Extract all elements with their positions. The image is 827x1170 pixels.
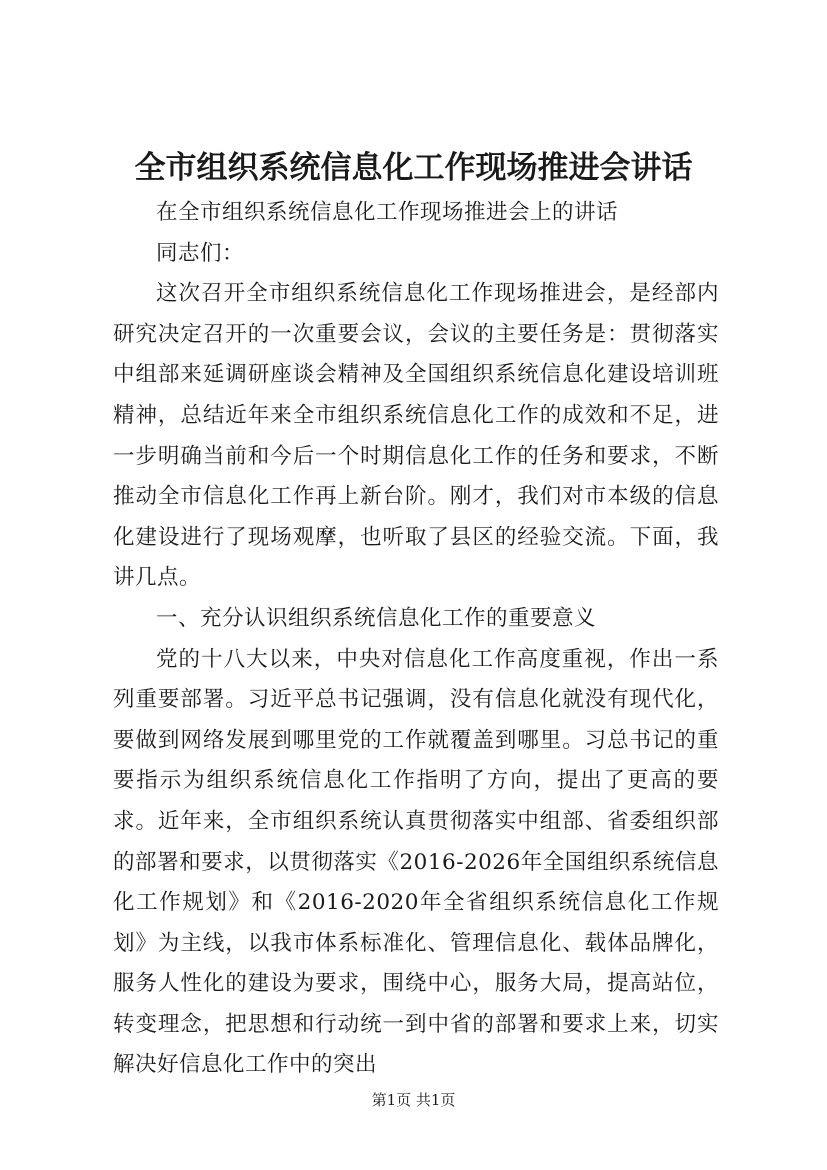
document-subtitle: 在全市组织系统信息化工作现场推进会上的讲话	[156, 200, 619, 225]
document-body	[113, 193, 719, 1086]
body-paragraph-section-1: 党的十八大以来，中央对信息化工作高度重视，作出一系列重要部署。习近平总书记强调，没有信息化就没有现代化，要做到网络发展到哪里党的工作就覆盖到哪里。习总书记的重要指示为组织系统信息化工作指明了方向，提出了更高的要求。近年来，全市组织系统认真贯彻落实中组部、省委组织部的部署和要求，以贯彻落实《2016-2026年全国组织系统信息化工作规划》和《2016-2020年全省组织系统信息化工作规划》为主线，以我市体系标准化、管理信息化、载体品牌化，服务人性化的建设为要求，围绕中心，服务大局，提高站位，转变理念，把思想和行动统一到中省的部署和要求上来，切实解决好信息化工作中的突出	[113, 646, 719, 1078]
document-title: 全市组织系统信息化工作现场推进会讲话	[134, 150, 693, 186]
salutation: 同志们：	[156, 240, 245, 266]
section-heading: 一、充分认识组织系统信息化工作的重要意义	[156, 605, 597, 631]
page-footer: 第1页 共1页	[371, 1091, 456, 1109]
body-paragraph-intro: 这次召开全市组织系统信息化工作现场推进会，是经部内研究决定召开的一次重要会议，会议的主要任务是：贯彻落实中组部来延调研座谈会精神及全国组织系统信息化建设培训班精神，总结近年来全市组织系统信息化工作的成效和不足，进一步明确当前和今后一个时期信息化工作的任务和要求，不断推动全市信息化工作再上新台阶。刚才，我们对市本级的信息化建设进行了现场观摩，也听取了县区的经验交流。下面，我讲几点。	[113, 281, 719, 591]
